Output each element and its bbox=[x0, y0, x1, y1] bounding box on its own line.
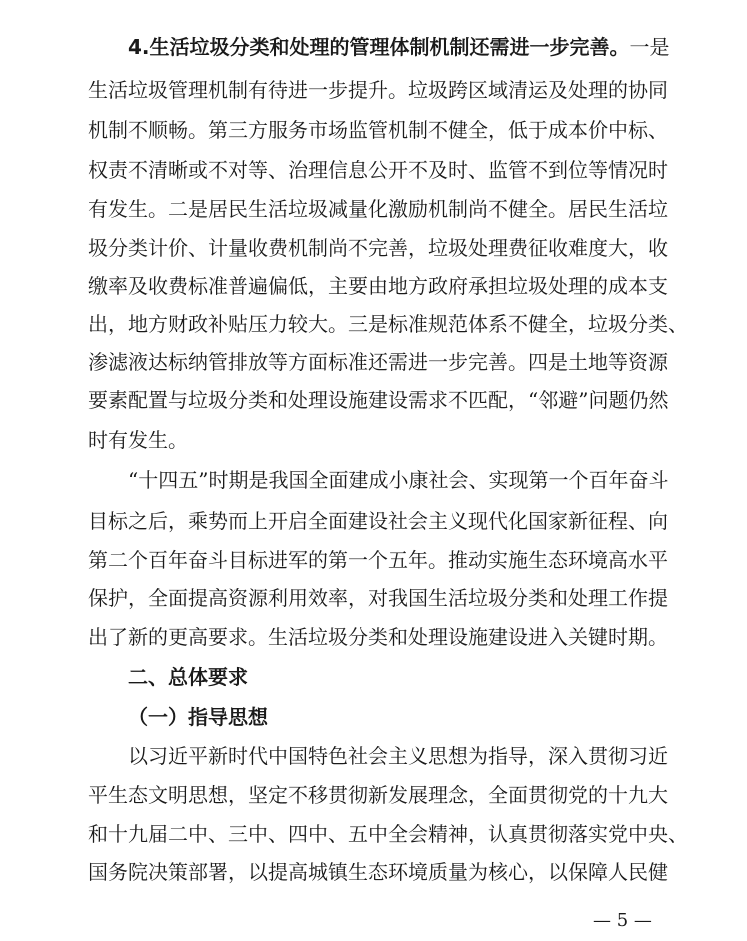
paragraph3-line-2: 平生态文明思想，坚定不移贯彻新发展理念，全面贯彻党的十九大 bbox=[88, 783, 668, 807]
paragraph3-line-4: 国务院决策部署，以提高城镇生态环境质量为核心，以保障人民健 bbox=[88, 860, 668, 884]
paragraph3-line-1: 以习近平新时代中国特色社会主义思想为指导，深入贯彻习近 bbox=[128, 744, 668, 768]
paragraph1-line-2: 生活垃圾管理机制有待进一步提升。垃圾跨区域清运及处理的协同 bbox=[88, 78, 668, 102]
section-heading: 二、总体要求 bbox=[128, 665, 248, 689]
paragraph1-line-5: 有发生。二是居民生活垃圾减量化激励机制尚不健全。居民生活垃 bbox=[88, 197, 668, 221]
paragraph1-line-3: 机制不顺畅。第三方服务市场监管机制不健全，低于成本价中标、 bbox=[88, 118, 668, 142]
subsection-heading: （一）指导思想 bbox=[128, 705, 268, 729]
paragraph2-line-1: “十四五”时期是我国全面建成小康社会、实现第一个百年奋斗 bbox=[128, 468, 669, 492]
paragraph3-line-3: 和十九届二中、三中、四中、五中全会精神，认真贯彻落实党中央、 bbox=[88, 822, 688, 846]
paragraph1-line-8: 出，地方财政补贴压力较大。三是标准规范体系不健全，垃圾分类、 bbox=[88, 312, 688, 336]
page-number: — 5 — bbox=[593, 910, 652, 931]
paragraph1-heading: 4.生活垃圾分类和处理的管理体制机制还需进一步完善。 bbox=[128, 35, 630, 59]
paragraph1-line-11: 时有发生。 bbox=[88, 428, 188, 452]
paragraph2-line-5: 出了新的更高要求。生活垃圾分类和处理设施建设进入关键时期。 bbox=[88, 625, 668, 649]
paragraph2-line-2: 目标之后，乘势而上开启全面建设社会主义现代化国家新征程、向 bbox=[88, 509, 668, 533]
paragraph1-line-10: 要素配置与垃圾分类和处理设施建设需求不匹配，“邻避”问题仍然 bbox=[88, 388, 669, 412]
paragraph2-line-4: 保护，全面提高资源利用效率，对我国生活垃圾分类和处理工作提 bbox=[88, 586, 668, 610]
paragraph1-line-1-rest: 一是 bbox=[629, 35, 670, 59]
paragraph1-line-6: 圾分类计价、计量收费机制尚不完善，垃圾处理费征收难度大，收 bbox=[88, 236, 668, 260]
paragraph1-line-7: 缴率及收费标准普遍偏低，主要由地方政府承担垃圾处理的成本支 bbox=[88, 274, 668, 298]
paragraph1-line-4: 权责不清晰或不对等、治理信息公开不及时、监管不到位等情况时 bbox=[88, 158, 668, 182]
paragraph2-line-3: 第二个百年奋斗目标进军的第一个五年。推动实施生态环境高水平 bbox=[88, 548, 668, 572]
paragraph1-line-9: 渗滤液达标纳管排放等方面标准还需进一步完善。四是土地等资源 bbox=[88, 350, 668, 374]
paragraph1-line-1 bbox=[128, 32, 670, 62]
